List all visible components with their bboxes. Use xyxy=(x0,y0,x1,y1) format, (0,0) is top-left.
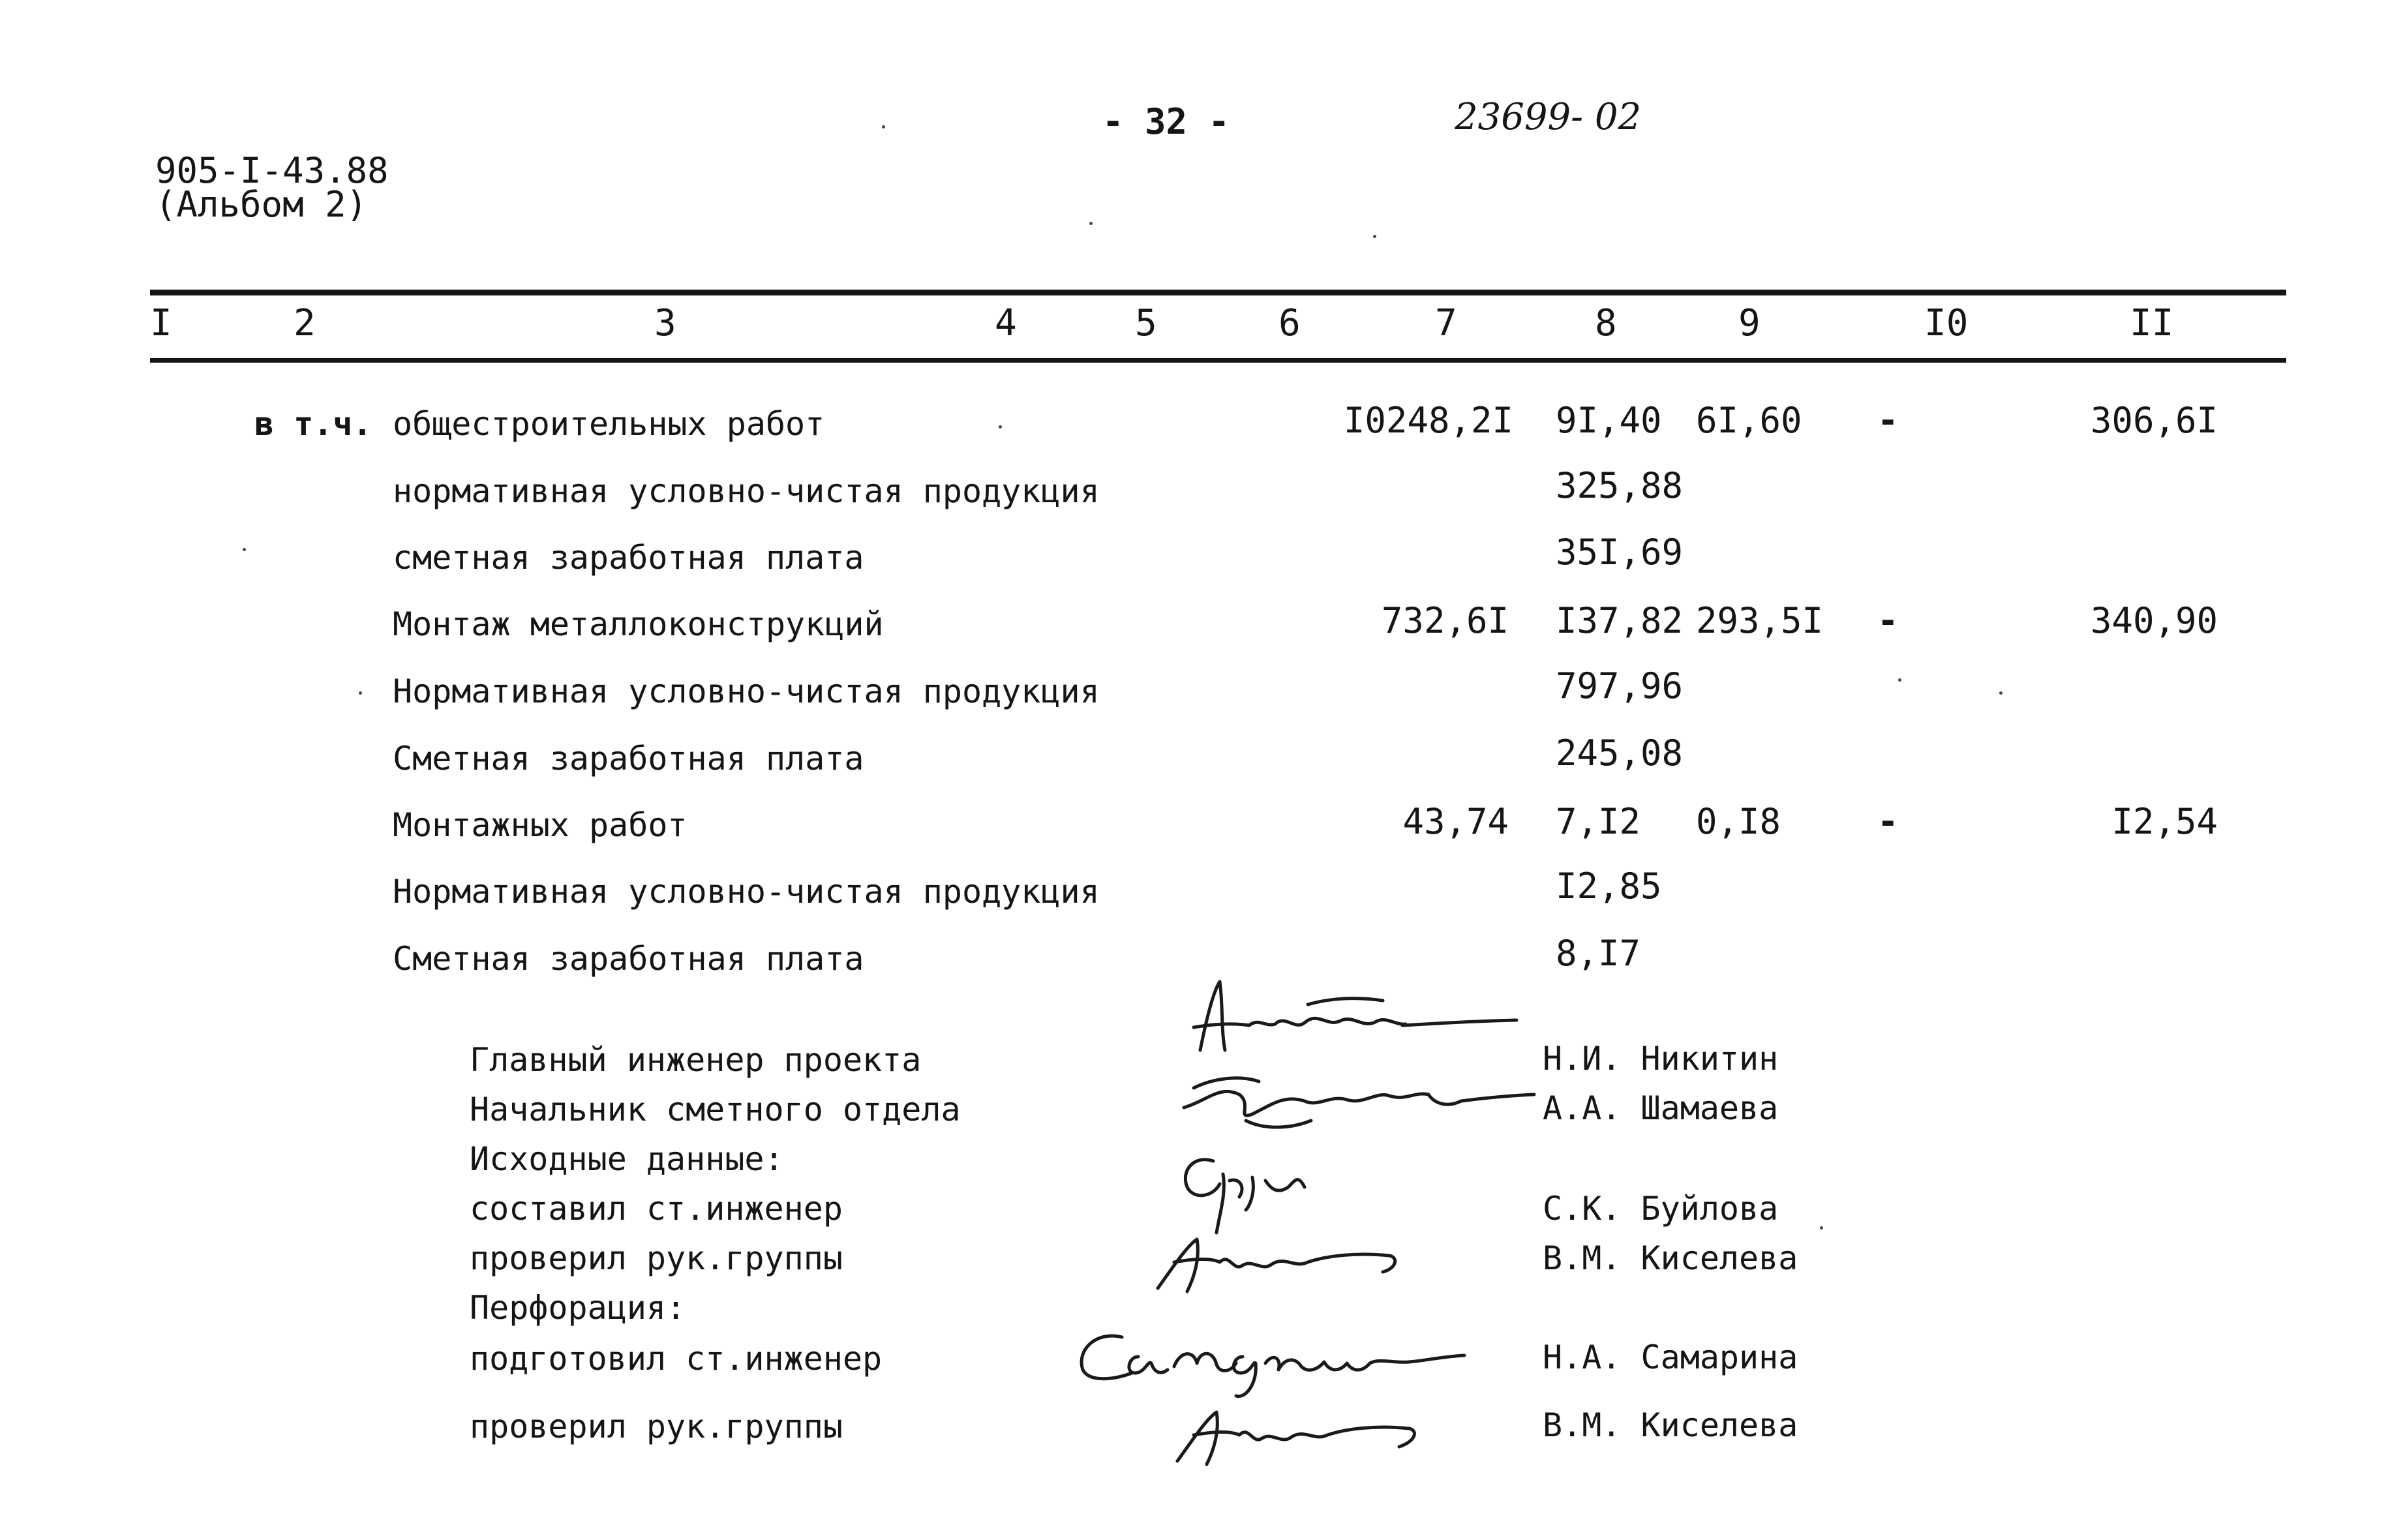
cell-col11: 306,6I xyxy=(2090,400,2218,441)
row-label: сметная заработная плата xyxy=(393,539,864,577)
signatory-name: Н.А. Самарина xyxy=(1543,1338,1798,1376)
cell-col11: 340,90 xyxy=(2090,600,2218,641)
signatory-name: С.К. Буйлова xyxy=(1543,1190,1779,1228)
cell-col8: I37,82 xyxy=(1556,600,1684,641)
signatory-name: В.М. Киселева xyxy=(1543,1406,1798,1444)
cell-col8: 9I,40 xyxy=(1556,400,1662,441)
row-label: Монтажных работ xyxy=(393,806,688,844)
column-header: II xyxy=(2130,302,2174,344)
cell-col8: 8,I7 xyxy=(1556,933,1641,974)
signature-kiseleva-1 xyxy=(1148,1226,1409,1298)
scan-speck xyxy=(1373,235,1376,238)
cell-col9: 6I,60 xyxy=(1696,400,1802,441)
row-label: общестроительных работ xyxy=(393,405,825,443)
cell-col8: 35I,69 xyxy=(1556,532,1684,573)
handwritten-doc-number: 23699- 02 xyxy=(1455,96,1642,138)
signatory-name: А.А. Шамаева xyxy=(1543,1089,1779,1127)
scan-speck xyxy=(882,125,885,128)
cell-col9: 0,I8 xyxy=(1696,801,1781,842)
cell-col8: I2,85 xyxy=(1556,866,1662,907)
cell-col8: 245,08 xyxy=(1556,732,1684,774)
column-header: 4 xyxy=(995,302,1017,344)
row-label: Монтаж металлоконструкций xyxy=(393,605,884,643)
row-label: Сметная заработная плата xyxy=(393,740,864,778)
signatory-role: подготовил ст.инженер xyxy=(470,1340,883,1378)
scan-speck xyxy=(1898,678,1901,682)
signatory-name: Н.И. Никитин xyxy=(1543,1040,1779,1078)
column-header: 6 xyxy=(1278,302,1301,344)
signatory-role: Начальник сметного отдела xyxy=(470,1091,961,1128)
signature-builova xyxy=(1168,1135,1324,1239)
cell-col8: 325,88 xyxy=(1556,465,1684,506)
cell-col7: 732,6I xyxy=(1381,600,1509,641)
cell-col7: 43,74 xyxy=(1402,801,1509,842)
cell-col10: - xyxy=(1877,801,1899,842)
cell-col10: - xyxy=(1877,400,1899,441)
column-header: I0 xyxy=(1924,302,1969,344)
cell-col7: I0248,2I xyxy=(1343,400,1513,441)
section-heading: Исходные данные: xyxy=(470,1140,784,1178)
column-header: 8 xyxy=(1595,302,1617,344)
cell-col10: - xyxy=(1877,600,1899,641)
cell-col8: 7,I2 xyxy=(1556,801,1641,842)
column-header: 3 xyxy=(654,302,676,344)
signatory-role: составил ст.инженер xyxy=(470,1190,843,1228)
section-heading: Перфорация: xyxy=(470,1289,686,1327)
album-label: (Альбом 2) xyxy=(155,184,368,225)
signatory-name: В.М. Киселева xyxy=(1543,1239,1798,1277)
row-label: Нормативная условно-чистая продукция xyxy=(393,873,1100,911)
signature-samarina xyxy=(1070,1311,1474,1402)
scan-speck xyxy=(1089,222,1093,225)
cell-col8: 797,96 xyxy=(1556,665,1684,706)
cell-col11: I2,54 xyxy=(2111,801,2218,842)
column-header: I xyxy=(150,302,172,344)
table-top-rule xyxy=(150,290,2286,295)
row-label: нормативная условно-чистая продукция xyxy=(393,472,1100,510)
signatory-role: проверил рук.группы xyxy=(470,1408,843,1445)
cell-col9: 293,5I xyxy=(1696,600,1824,641)
row-label: Нормативная условно-чистая продукция xyxy=(393,672,1100,710)
scan-speck xyxy=(1999,691,2003,695)
scan-speck xyxy=(999,425,1002,429)
page-number: - 32 - xyxy=(1102,101,1230,142)
signature-shamaeva xyxy=(1174,1055,1539,1140)
signatory-role: проверил рук.группы xyxy=(470,1239,843,1277)
document-code: 905-I-43.88 xyxy=(155,150,389,191)
scan-speck xyxy=(243,548,246,551)
row-label: Сметная заработная плата xyxy=(393,940,864,978)
signatory-role: Главный инженер проекта xyxy=(470,1041,922,1079)
signature-kiseleva-2 xyxy=(1168,1396,1428,1468)
column-header: 7 xyxy=(1435,302,1457,344)
column-header: 9 xyxy=(1738,302,1761,344)
signature-nikitin xyxy=(1187,978,1526,1063)
scan-speck xyxy=(1820,1226,1823,1230)
table-header-rule xyxy=(150,358,2286,363)
scan-speck xyxy=(359,691,362,695)
column-header: 5 xyxy=(1135,302,1157,344)
column-header: 2 xyxy=(294,302,316,344)
row-prefix: в т.ч. xyxy=(254,405,372,443)
